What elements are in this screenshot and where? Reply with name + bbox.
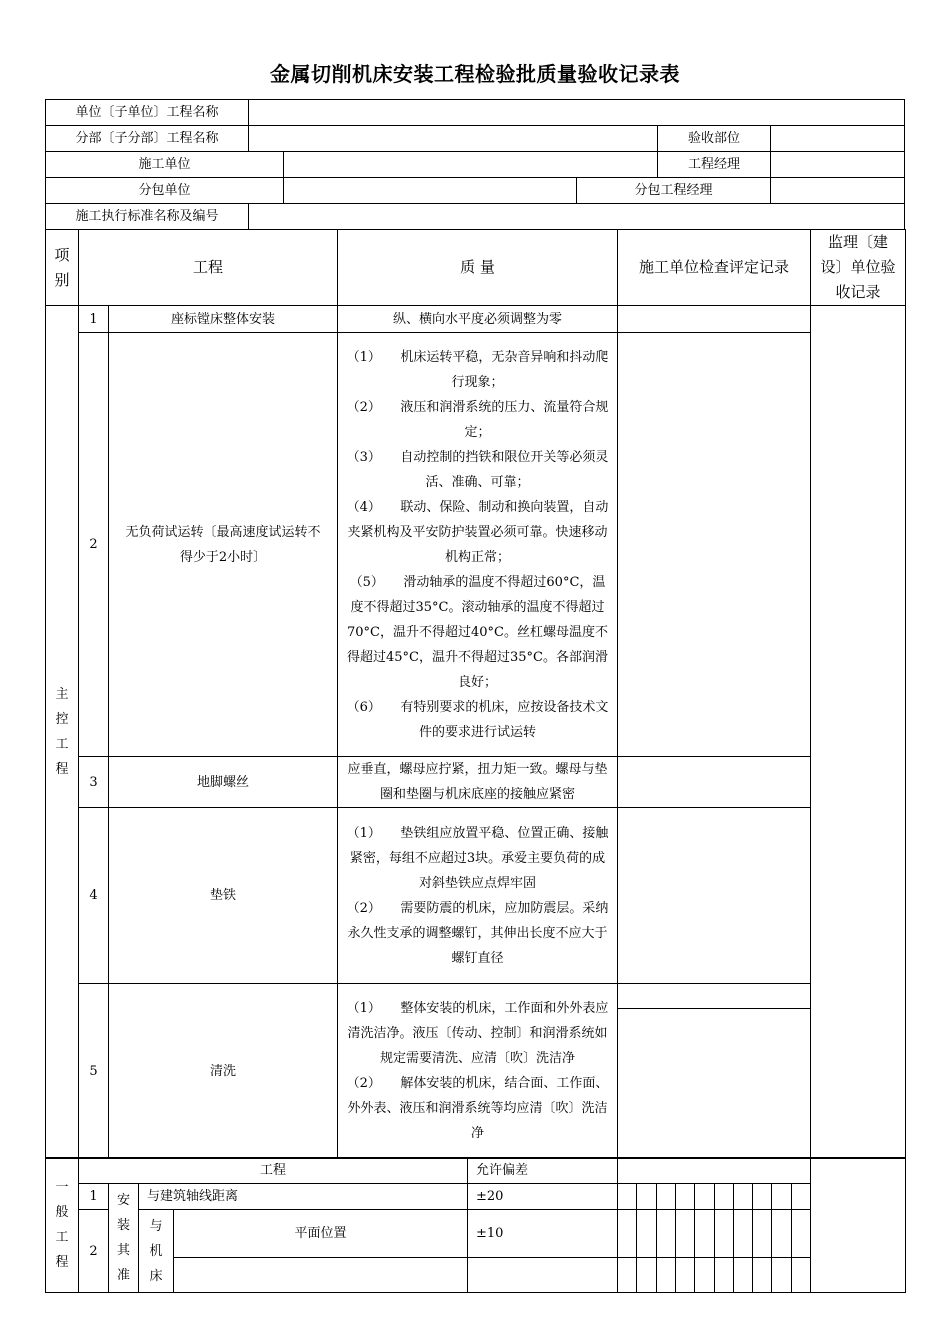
column-category: 项别 xyxy=(46,230,79,306)
general-sub-group-label: 与机床 xyxy=(139,1210,174,1293)
general-measurements[interactable] xyxy=(618,1210,811,1258)
general-row-tolerance: ±10 xyxy=(468,1210,618,1258)
subcontract-unit-label: 分包单位 xyxy=(46,178,284,204)
general-group-label: 安装其准 xyxy=(109,1184,139,1293)
general-row-name: 与建筑轴线距离 xyxy=(139,1184,468,1210)
acceptance-part-value[interactable] xyxy=(771,126,905,152)
item-quality: 纵、横向水平度必须调整为零 xyxy=(338,306,618,333)
supervision-record-cell[interactable] xyxy=(811,306,906,1159)
column-project: 工程 xyxy=(79,230,338,306)
quality-line: （3） 自动控制的挡铁和限位开关等必须灵活、准确、可靠； xyxy=(346,449,609,490)
general-column-project: 工程 xyxy=(79,1158,468,1184)
item-construction-record[interactable] xyxy=(618,757,811,808)
quality-line: （2） 液压和润滑系统的压力、流量符合规定； xyxy=(346,399,609,440)
general-measurements[interactable] xyxy=(618,1258,811,1293)
general-row-name-empty xyxy=(174,1258,468,1293)
item-number: 4 xyxy=(79,808,109,984)
item-quality xyxy=(338,333,618,757)
general-row-tolerance-empty xyxy=(468,1258,618,1293)
item-name: 清洗 xyxy=(109,984,338,1159)
item-name: 垫铁 xyxy=(109,808,338,984)
quality-line: （1） 机床运转平稳，无杂音异响和抖动爬行现象； xyxy=(346,349,609,390)
standard-label: 施工执行标准名称及编号 xyxy=(46,204,249,230)
quality-line: （4） 联动、保险、制动和换向装置，自动夹紧机构及平安防护装置必须可靠。快速移动机构正常； xyxy=(346,499,609,565)
main-control-label: 主控工程 xyxy=(46,306,79,1159)
subcontract-manager-label: 分包工程经理 xyxy=(577,178,771,204)
quality-line: （1） 垫铁组应放置平稳、位置正确、接触紧密，每组不应超过3块。承爱主要负荷的成对斜垫铁应点焊牢固 xyxy=(346,825,609,891)
quality-line: （6） 有特别要求的机床，应按设备技术文件的要求进行试运转 xyxy=(346,699,609,740)
item-quality xyxy=(338,984,618,1159)
construction-unit-label: 施工单位 xyxy=(46,152,284,178)
item-quality: 应垂直，螺母应拧紧，扭力矩一致。螺母与垫圈和垫圈与机床底座的接触应紧密 xyxy=(338,757,618,808)
column-construction-record: 施工单位检查评定记录 xyxy=(618,230,811,306)
item-name: 座标镗床整体安装 xyxy=(109,306,338,333)
general-row-number: 1 xyxy=(79,1184,109,1210)
header-block xyxy=(45,99,905,230)
division-name-label: 分部〔子分部〕工程名称 xyxy=(46,126,249,152)
general-table xyxy=(45,1157,905,1293)
item-number: 1 xyxy=(79,306,109,333)
project-manager-value[interactable] xyxy=(771,152,905,178)
general-supervision-record[interactable] xyxy=(811,1158,906,1293)
general-row-number: 2 xyxy=(79,1210,109,1293)
general-label: 一般工程 xyxy=(46,1158,79,1293)
division-name-value[interactable] xyxy=(249,126,658,152)
unit-name-label: 单位〔子单位〕工程名称 xyxy=(46,100,249,126)
item-name: 无负荷试运转〔最高速度试运转不得少于2小时〕 xyxy=(109,333,338,757)
subcontract-manager-value[interactable] xyxy=(771,178,905,204)
item-number: 5 xyxy=(79,984,109,1159)
item-quality xyxy=(338,808,618,984)
item-construction-record[interactable] xyxy=(618,333,811,757)
item-number: 2 xyxy=(79,333,109,757)
quality-line: （1） 整体安装的机床，工作面和外外表应清洗洁净。液压〔传动、控制〕和润滑系统如规定需要清洗、应清〔吹〕洗洁净 xyxy=(346,1001,609,1066)
unit-name-value[interactable] xyxy=(249,100,905,126)
project-manager-label: 工程经理 xyxy=(658,152,771,178)
acceptance-part-label: 验收部位 xyxy=(658,126,771,152)
quality-line: （2） 需要防震的机床，应加防震层。采纳永久性支承的调整螺钉，其伸出长度不应大于螺钉直径 xyxy=(346,900,609,966)
item-name: 地脚螺丝 xyxy=(109,757,338,808)
column-supervision-record: 监理〔建设〕单位验收记录 xyxy=(811,230,906,306)
item-construction-record[interactable] xyxy=(618,306,811,333)
general-measurements[interactable] xyxy=(618,1184,811,1210)
quality-line: （5） 滑动轴承的温度不得超过60°C，温度不得超过35°C。滚动轴承的温度不得超过70°C，温升不得超过40°C。丝杠螺母温度不得超过45°C，温升不得超过35°C。各部润滑良好； xyxy=(347,574,608,690)
general-column-tolerance: 允许偏差 xyxy=(468,1158,618,1184)
item-number: 3 xyxy=(79,757,109,808)
subcontract-unit-value[interactable] xyxy=(284,178,577,204)
column-quality: 质 量 xyxy=(338,230,618,306)
general-row-tolerance: ±20 xyxy=(468,1184,618,1210)
general-row-name: 平面位置 xyxy=(174,1210,468,1258)
page-title: 金属切削机床安装工程检验批质量验收记录表 xyxy=(270,62,680,86)
standard-value[interactable] xyxy=(249,204,905,230)
construction-unit-value[interactable] xyxy=(284,152,658,178)
item-construction-record[interactable] xyxy=(618,984,811,1159)
quality-line: （2） 解体安装的机床，结合面、工作面、外外表、液压和润滑系统等均应清〔吹〕洗洁净 xyxy=(346,1076,609,1141)
item-construction-record[interactable] xyxy=(618,808,811,984)
general-construction-record[interactable] xyxy=(618,1158,811,1184)
main-table xyxy=(45,229,905,1159)
